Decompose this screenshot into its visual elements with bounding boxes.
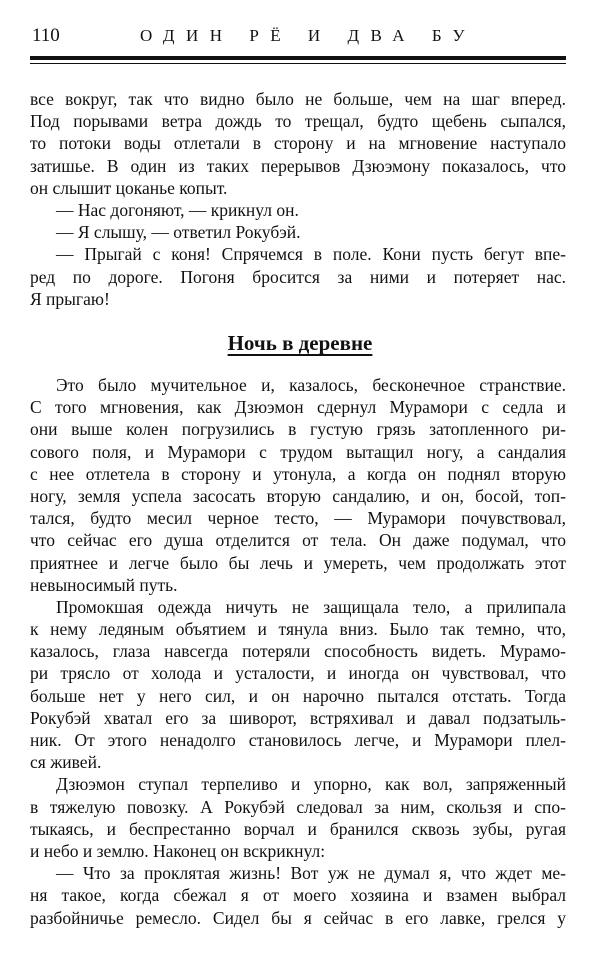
text-line: тался, будто месил черное тесто, — Мурамори почувствовал, — [30, 508, 566, 529]
text-line: ногу, земля успела засосать вторую сандалию, и он, босой, топ- — [30, 485, 566, 506]
text-line: затишье. В один из таких перерывов Дзюэмону показалось, что — [30, 155, 566, 176]
text-block-1 — [30, 88, 566, 310]
text-line: и небо и землю. Наконец он вскрикнул: — [30, 840, 326, 861]
text-line: Дзюэмон ступал терпеливо и упорно, как вол, запряженный — [56, 774, 566, 795]
text-line: Промокшая одежда ничуть не защищала тело, а прилипала — [56, 596, 566, 617]
running-title: ОДИН РЁ И ДВА БУ — [140, 26, 477, 45]
text-line: они выше колен погрузились в густую грязь затопленного ри- — [30, 419, 566, 440]
text-line: Это было мучительное и, казалось, бесконечное странствие. — [56, 375, 566, 395]
text-line: Рокубэй хватал его за шиворот, встряхивал и давал подзатыль- — [30, 707, 566, 728]
text-line: с нее отлетела в сторону и утонула, а когда он поднял вторую — [30, 463, 566, 484]
text-line: ся живей. — [30, 752, 102, 773]
text-line: все вокруг, так что видно было не больше, чем на шаг вперед. — [30, 89, 566, 109]
text-line: ня такое, когда сбежал я от моего хозяина и взамен выбрал — [30, 885, 566, 906]
text-line: ник. От этого ненадолго становилось легче, и Мурамори плел- — [30, 730, 566, 750]
text-line: — Я слышу, — ответил Рокубэй. — [56, 222, 301, 243]
text-line: он слышит цоканье копыт. — [30, 177, 228, 198]
text-line: казалось, глаза навсегда потеряли способность видеть. Мурамо- — [30, 641, 566, 662]
text-line: — Что за проклятая жизнь! Вот уж не думал я, что ждет ме- — [56, 863, 566, 884]
text-line: больше нет у него сил, и он нарочно пытался отстать. Тогда — [30, 685, 566, 706]
text-line: Под порывами ветра дождь то трещал, будто щебень сыпался, — [30, 111, 566, 132]
text-line: тыкаясь, и беспрестанно ворчал и бранился сквозь зубы, ругая — [30, 818, 566, 839]
section-heading — [0, 330, 600, 356]
page-number: 110 — [32, 25, 60, 46]
text-line: С того мгновения, как Дзюэмон сдернул Мурамори с седла и — [30, 397, 566, 418]
text-line: — Прыгай с коня! Спрячемся в поле. Кони пусть бегут впе- — [56, 244, 566, 265]
text-line: — Нас догоняют, — крикнул он. — [56, 199, 299, 220]
section-heading-text: Ночь в деревне — [227, 331, 373, 355]
text-line: то потоки воды отлетали в сторону и на мгновение наступало — [30, 133, 566, 154]
text-line: разбойничье ремесло. Сидел бы я сейчас в его лавке, грелся у — [30, 907, 566, 928]
text-line: что сейчас его душа отделится от тела. Он даже подумал, что — [30, 530, 566, 551]
text-line: Я прыгаю! — [30, 288, 110, 309]
header-rule-thick — [30, 56, 566, 60]
text-line: в тяжелую повозку. А Рокубэй следовал за ним, скользя и спо- — [30, 796, 566, 817]
text-line: к нему ледяным объятием и тянула вниз. Было так темно, что, — [30, 619, 566, 640]
text-line: ред по дороге. Погоня бросится за ними и потеряет нас. — [30, 266, 566, 287]
text-line: невыносимый путь. — [30, 574, 178, 595]
header-rule-thin — [30, 63, 566, 64]
text-line: ри трясло от холода и усталости, и иногда он чувствовал, что — [30, 663, 566, 684]
text-line: приятнее и легче было бы лечь и умереть, чем продолжать этот — [30, 552, 566, 573]
text-block-2 — [30, 374, 566, 929]
text-line: сового поля, и Мурамори с трудом вытащил ногу, а сандалия — [30, 441, 566, 462]
page-header — [30, 24, 562, 54]
